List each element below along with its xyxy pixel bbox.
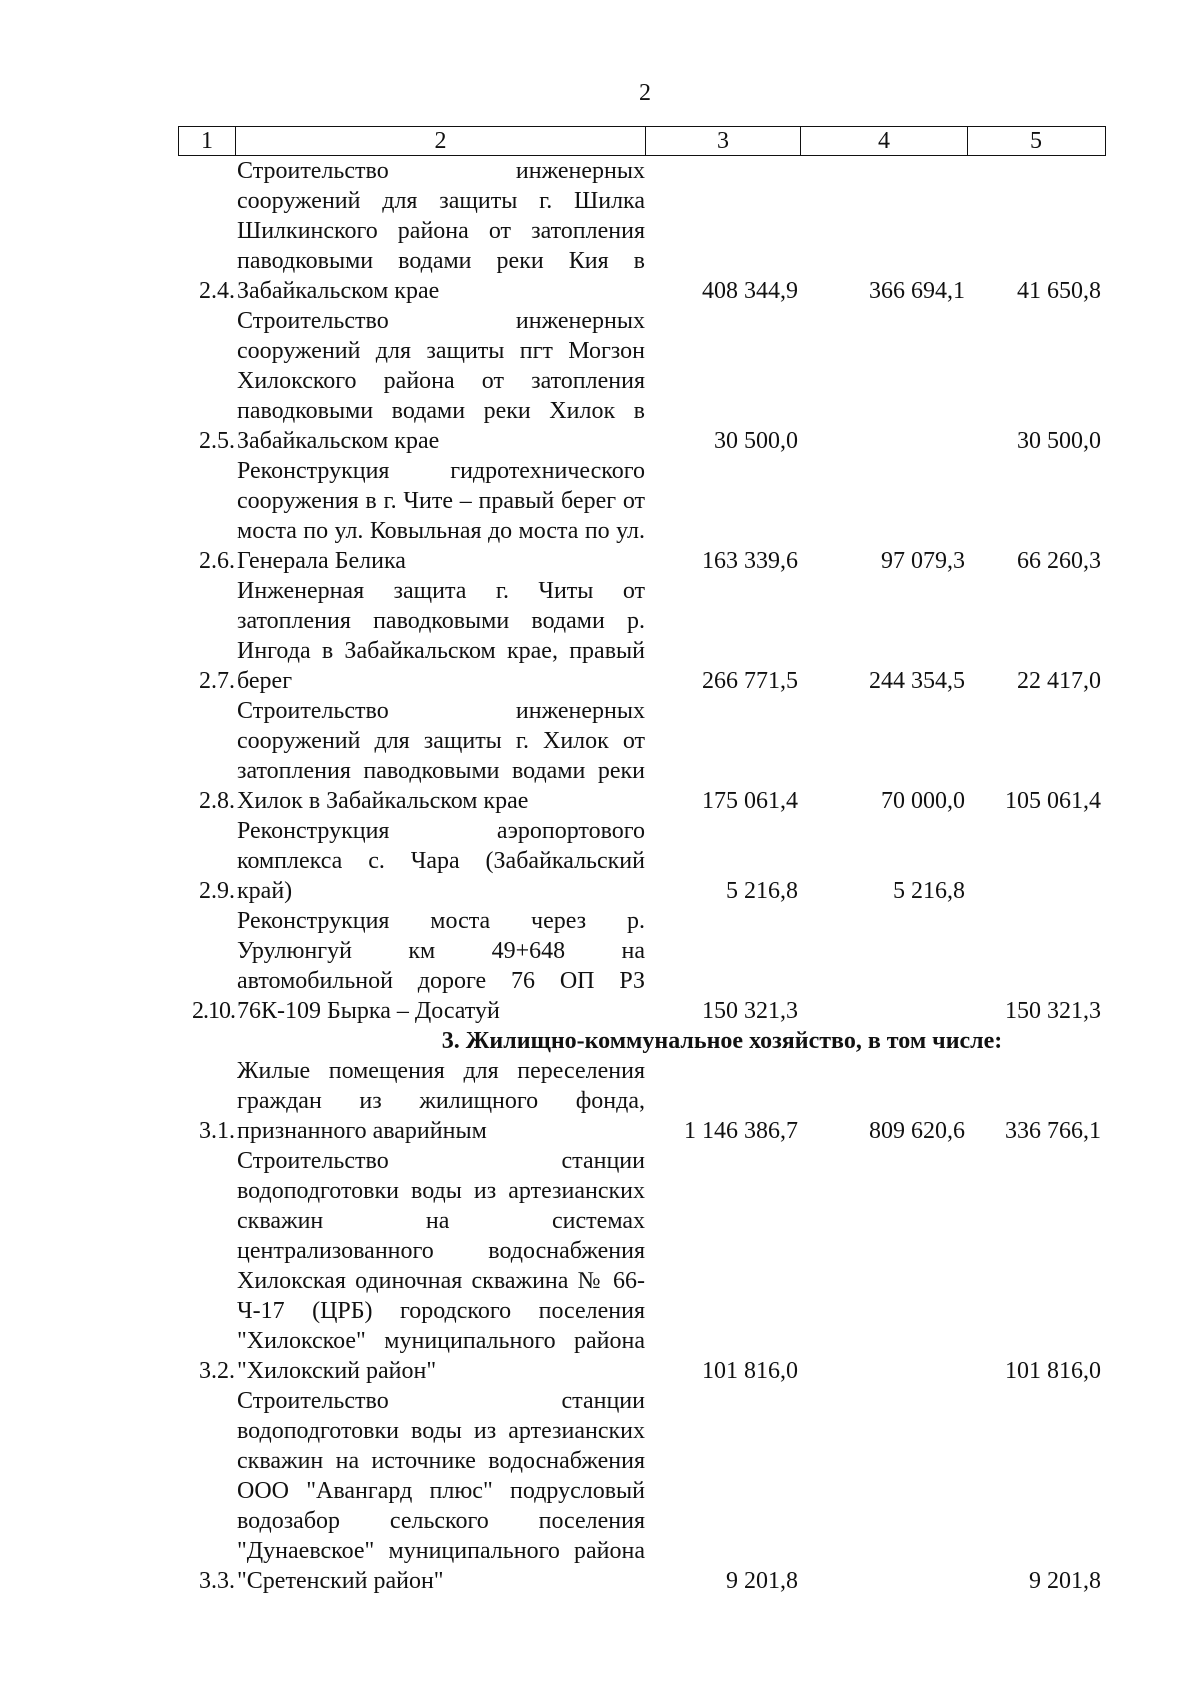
row-col-3: 163 339,6 <box>702 548 798 574</box>
table-row <box>178 156 1106 306</box>
section-title: 3. Жилищно-коммунальное хозяйство, в том числе: <box>441 1028 1003 1054</box>
row-col-5: 22 417,0 <box>1017 668 1101 694</box>
header-col-4: 4 <box>801 127 968 155</box>
row-col-5: 105 061,4 <box>1005 788 1101 814</box>
table-row <box>178 1386 1106 1596</box>
row-number: 2.6. <box>199 548 235 574</box>
table-row <box>178 456 1106 576</box>
row-number: 3.1. <box>199 1118 235 1144</box>
table-row <box>178 576 1106 696</box>
row-description: Строительство станции водоподготовки воды из артезианских скважин на системах централизованного водоснабжения Хилокская одиночная скважина № 66-Ч-17 (ЦРБ) городского поселения "Хилокское" муниципального района "Хилокский район" <box>237 1148 645 1384</box>
row-description: Инженерная защита г. Читы от затопления паводковыми водами р. Ингода в Забайкальском крае, правый берег <box>237 578 645 694</box>
header-col-1: 1 <box>179 127 236 155</box>
row-number: 2.10. <box>192 998 235 1024</box>
row-description: Реконструкция гидротехнического сооружения в г. Чите – правый берег от моста по ул. Ковыльная до моста по ул. Генерала Белика <box>237 458 645 574</box>
row-col-3: 5 216,8 <box>726 878 798 904</box>
table-header <box>178 126 1106 156</box>
table-row <box>178 1056 1106 1146</box>
row-col-3: 175 061,4 <box>702 788 798 814</box>
row-number: 3.3. <box>199 1568 235 1594</box>
row-number: 2.8. <box>199 788 235 814</box>
table-row <box>178 906 1106 1026</box>
row-number: 2.7. <box>199 668 235 694</box>
row-description: Реконструкция моста через р. Урулюнгуй км 49+648 на автомобильной дороге 76 ОП РЗ 76К-109 Бырка – Досатуй <box>237 908 645 1024</box>
row-col-4: 5 216,8 <box>893 878 965 904</box>
header-col-5: 5 <box>1030 127 1042 154</box>
row-number: 3.2. <box>199 1358 235 1384</box>
row-col-5: 66 260,3 <box>1017 548 1101 574</box>
row-number: 2.4. <box>199 278 235 304</box>
page-number: 2 <box>639 80 651 106</box>
table-body <box>178 156 1106 1596</box>
table-row <box>178 1146 1106 1386</box>
row-col-3: 30 500,0 <box>714 428 798 454</box>
row-col-4: 366 694,1 <box>869 278 965 304</box>
row-description: Строительство станции водоподготовки воды из артезианских скважин на источнике водоснабжения ООО "Авангард плюс" подрусловый водозабор сельского поселения "Дунаевское" муниципального района "Сретенский район" <box>237 1388 645 1594</box>
table-row <box>178 306 1106 456</box>
table-row <box>178 816 1106 906</box>
row-col-5: 41 650,8 <box>1017 278 1101 304</box>
table-row <box>178 696 1106 816</box>
row-col-5: 101 816,0 <box>1005 1358 1101 1384</box>
row-col-3: 408 344,9 <box>702 278 798 304</box>
row-description: Строительство инженерных сооружений для защиты пгт Могзон Хилокского района от затопления паводковыми водами реки Хилок в Забайкальском крае <box>237 308 645 454</box>
row-col-4: 244 354,5 <box>869 668 965 694</box>
row-number: 2.9. <box>199 878 235 904</box>
row-col-4: 97 079,3 <box>881 548 965 574</box>
row-col-4: 70 000,0 <box>881 788 965 814</box>
row-col-5: 336 766,1 <box>1005 1118 1101 1144</box>
header-col-3: 3 <box>646 127 801 155</box>
row-col-3: 101 816,0 <box>702 1358 798 1384</box>
row-description: Реконструкция аэропортового комплекса с. Чара (Забайкальский край) <box>237 818 645 904</box>
row-description: Жилые помещения для переселения граждан из жилищного фонда, признанного аварийным <box>237 1058 645 1144</box>
header-col-2: 2 <box>236 127 646 155</box>
row-col-3: 266 771,5 <box>702 668 798 694</box>
row-col-3: 150 321,3 <box>702 998 798 1024</box>
row-col-4: 809 620,6 <box>869 1118 965 1144</box>
row-number: 2.5. <box>199 428 235 454</box>
row-col-5: 9 201,8 <box>1029 1568 1101 1594</box>
row-col-5: 150 321,3 <box>1005 998 1101 1024</box>
row-description: Строительство инженерных сооружений для защиты г. Хилок от затопления паводковыми водами реки Хилок в Забайкальском крае <box>237 698 645 814</box>
row-col-5: 30 500,0 <box>1017 428 1101 454</box>
row-col-3: 1 146 386,7 <box>684 1118 798 1144</box>
row-col-3: 9 201,8 <box>726 1568 798 1594</box>
row-description: Строительство инженерных сооружений для защиты г. Шилка Шилкинского района от затопления паводковыми водами реки Кия в Забайкальском крае <box>237 158 645 304</box>
